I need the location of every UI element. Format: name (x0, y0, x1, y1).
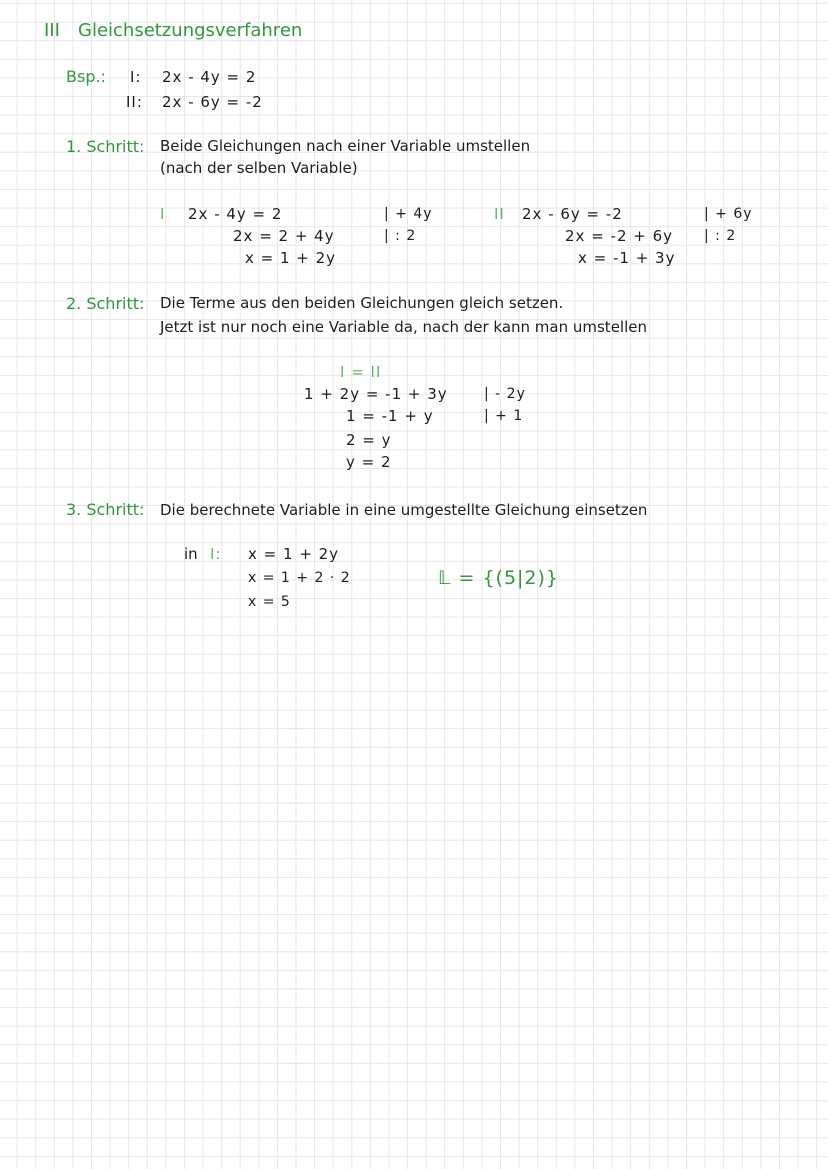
step2-op1: | - 2y (484, 386, 526, 402)
step1-eqI-op2: | : 2 (384, 228, 417, 244)
step3-text-1: Die berechnete Variable in eine umgestellte Gleichung einsetzen (160, 501, 648, 519)
step1-label: 1. Schritt: (66, 137, 145, 156)
step1-eqI-line1: 2x - 4y = 2 (188, 205, 283, 223)
step1-eqII-label: II (494, 205, 505, 223)
step1-text-1: Beide Gleichungen nach einer Variable umstellen (160, 137, 531, 155)
step2-line1: 1 + 2y = -1 + 3y (304, 385, 448, 403)
step1-eqII-line1: 2x - 6y = -2 (522, 205, 623, 223)
step3-line2: x = 1 + 2 · 2 (248, 570, 351, 586)
example-eq2: 2x - 6y = -2 (162, 93, 263, 111)
step2-line2: 1 = -1 + y (346, 407, 434, 425)
step3-line3: x = 5 (248, 594, 291, 610)
step2-label: 2. Schritt: (66, 294, 145, 313)
example-label: Bsp.: (66, 67, 106, 86)
step2-header: I = II (340, 363, 382, 381)
step2-line4: y = 2 (346, 453, 392, 471)
step3-in-eq: I: (210, 545, 222, 563)
example-eq2-label: II: (126, 93, 143, 111)
step1-eqII-line3: x = -1 + 3y (578, 249, 676, 267)
step1-eqI-op1: | + 4y (384, 206, 433, 222)
step2-text-1: Die Terme aus den beiden Gleichungen gleich setzen. (160, 294, 564, 312)
step1-eqI-line3: x = 1 + 2y (245, 249, 337, 267)
title-numeral: III (44, 20, 60, 41)
step2-op2: | + 1 (484, 408, 524, 424)
step3-in-label: in (184, 545, 198, 563)
step1-eqII-op1: | + 6y (704, 206, 753, 222)
step1-eqI-label: I (160, 205, 166, 223)
example-eq1-label: I: (130, 68, 142, 86)
step1-eqII-line2: 2x = -2 + 6y (565, 227, 674, 245)
step2-text-2: Jetzt ist nur noch eine Variable da, nach der kann man umstellen (160, 318, 647, 336)
step3-label: 3. Schritt: (66, 500, 145, 519)
page-title: Gleichsetzungsverfahren (78, 20, 303, 41)
step1-eqI-line2: 2x = 2 + 4y (233, 227, 335, 245)
solution-set: 𝕃 = {(5|2)} (438, 567, 560, 589)
example-eq1: 2x - 4y = 2 (162, 68, 257, 86)
step2-line3: 2 = y (346, 431, 392, 449)
step1-eqII-op2: | : 2 (704, 228, 737, 244)
step1-text-2: (nach der selben Variable) (160, 159, 358, 177)
step3-line1: x = 1 + 2y (248, 545, 340, 563)
